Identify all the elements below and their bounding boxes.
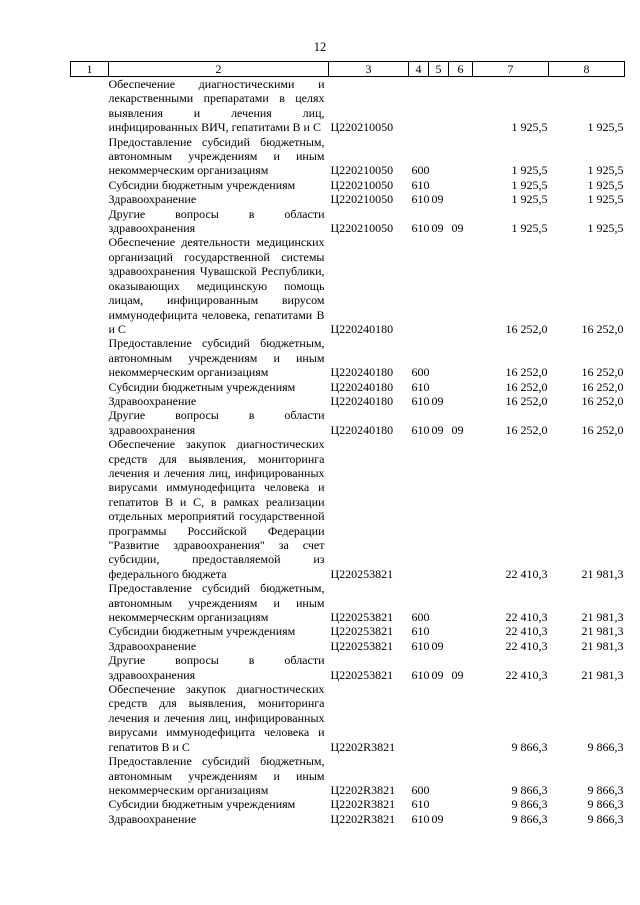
row-value-cell: 16 252,0 <box>581 365 624 380</box>
row-section-cell <box>429 178 449 192</box>
row-section-cell: 09 <box>431 221 444 236</box>
row-name-cell: Предоставление субсидий бюджетным, автономным учреждениям и иным некоммерческим организациям <box>108 134 325 178</box>
row-value-cell: 21 981,3 <box>581 638 624 653</box>
row-code-cell: Ц220210050 <box>330 163 394 178</box>
row-number-cell <box>71 797 109 811</box>
table-row <box>71 207 625 236</box>
row-value-cell: 16 252,0 <box>581 422 624 437</box>
row-section-cell <box>429 754 449 797</box>
row-number-cell <box>71 437 109 581</box>
row-section-cell <box>429 682 449 754</box>
row-subsection-cell <box>449 235 473 336</box>
table-row <box>71 77 625 135</box>
row-name-cell: Субсидии бюджетным учреждениям <box>108 379 296 394</box>
row-subsection-cell <box>449 192 473 206</box>
row-subsection-cell <box>449 135 473 178</box>
header-cell: 1 <box>71 62 109 77</box>
row-code-cell: Ц220240180 <box>330 422 394 437</box>
row-value-cell: 9 866,3 <box>587 782 624 797</box>
row-number-cell <box>71 178 109 192</box>
budget-table <box>70 61 625 826</box>
row-section-cell <box>429 437 449 581</box>
row-number-cell <box>71 653 109 682</box>
row-name-cell: Предоставление субсидий бюджетным, автономным учреждениям и иным некоммерческим организациям <box>108 581 325 625</box>
row-section-cell: 09 <box>431 192 444 207</box>
row-section-cell: 09 <box>431 811 444 826</box>
row-value-cell: 16 252,0 <box>505 321 548 336</box>
row-number-cell <box>71 408 109 437</box>
row-number-cell <box>71 624 109 638</box>
row-number-cell <box>71 192 109 206</box>
row-type-cell <box>409 437 429 581</box>
row-number-cell <box>71 754 109 797</box>
row-name-cell: Субсидии бюджетным учреждениям <box>108 177 296 192</box>
row-code-cell: Ц220240180 <box>330 365 394 380</box>
row-value-cell: 1 925,5 <box>587 221 624 236</box>
header-cell: 6 <box>449 62 473 77</box>
row-value-cell: 16 252,0 <box>505 365 548 380</box>
row-type-cell: 610 <box>411 797 430 812</box>
row-subsection-cell: 09 <box>451 667 464 682</box>
table-row <box>71 639 625 653</box>
table-row <box>71 812 625 826</box>
row-value-cell: 1 925,5 <box>511 221 548 236</box>
row-name-cell: Другие вопросы в области здравоохранения <box>108 408 325 437</box>
row-number-cell <box>71 581 109 624</box>
row-subsection-cell <box>449 77 473 135</box>
row-subsection-cell <box>449 581 473 624</box>
row-name-cell: Здравоохранение <box>108 811 197 826</box>
row-value-cell: 1 925,5 <box>511 163 548 178</box>
table-row <box>71 336 625 379</box>
row-number-cell <box>71 682 109 754</box>
row-section-cell <box>429 77 449 135</box>
row-type-cell: 610 <box>411 192 430 207</box>
row-type-cell: 610 <box>411 667 430 682</box>
row-code-cell: Ц220210050 <box>330 120 394 135</box>
row-subsection-cell <box>449 437 473 581</box>
table-row <box>71 437 625 581</box>
header-cell: 7 <box>473 62 549 77</box>
row-name-cell: Предоставление субсидий бюджетным, автономным учреждениям и иным некоммерческим организациям <box>108 754 325 797</box>
row-code-cell: Ц220253821 <box>330 638 394 653</box>
row-section-cell <box>429 380 449 394</box>
table-row <box>71 754 625 797</box>
table-row <box>71 624 625 638</box>
row-name-cell: Субсидии бюджетным учреждениям <box>108 624 296 639</box>
row-value-cell: 16 252,0 <box>505 422 548 437</box>
row-name-cell: Обеспечение закупок диагностических средств для выявления, мониторинга лечения и лечения лиц, инфицированных вирусами иммунодефицита человека и гепатитов В и С <box>108 682 325 754</box>
row-code-cell: Ц220240180 <box>330 393 394 408</box>
row-value-cell: 1 925,5 <box>511 177 548 192</box>
row-type-cell: 610 <box>411 422 430 437</box>
row-code-cell: Ц220210050 <box>330 192 394 207</box>
row-subsection-cell <box>449 682 473 754</box>
header-row <box>71 62 625 77</box>
row-type-cell: 610 <box>411 393 430 408</box>
table-row <box>71 192 625 206</box>
row-code-cell: Ц220210050 <box>330 177 394 192</box>
row-name-cell: Здравоохранение <box>108 393 197 408</box>
row-name-cell: Субсидии бюджетным учреждениям <box>108 797 296 812</box>
row-subsection-cell: 09 <box>451 221 464 236</box>
row-section-cell <box>429 624 449 638</box>
row-value-cell: 16 252,0 <box>581 321 624 336</box>
row-type-cell: 610 <box>411 638 430 653</box>
row-value-cell: 16 252,0 <box>581 379 624 394</box>
row-subsection-cell <box>449 178 473 192</box>
row-type-cell: 610 <box>411 177 430 192</box>
row-type-cell: 610 <box>411 624 430 639</box>
row-number-cell <box>71 207 109 236</box>
row-name-cell: Предоставление субсидий бюджетным, автономным учреждениям и иным некоммерческим организациям <box>108 336 325 380</box>
row-type-cell: 600 <box>411 782 430 797</box>
row-subsection-cell <box>449 394 473 408</box>
row-code-cell: Ц220210050 <box>330 221 394 236</box>
row-code-cell: Ц2202R3821 <box>330 797 396 812</box>
row-name-cell: Здравоохранение <box>108 192 197 207</box>
table-row <box>71 653 625 682</box>
row-value-cell: 16 252,0 <box>505 393 548 408</box>
row-value-cell: 16 252,0 <box>581 393 624 408</box>
row-code-cell: Ц220253821 <box>330 610 394 625</box>
row-name-cell: Другие вопросы в области здравоохранения <box>108 206 325 236</box>
row-value-cell: 1 925,5 <box>511 192 548 207</box>
header-cell: 2 <box>109 62 329 77</box>
page-number: 12 <box>313 40 327 54</box>
row-subsection-cell <box>449 754 473 797</box>
table-row <box>71 235 625 336</box>
row-subsection-cell <box>449 624 473 638</box>
row-value-cell: 9 866,3 <box>511 782 548 797</box>
row-value-cell: 9 866,3 <box>511 811 548 826</box>
row-number-cell <box>71 394 109 408</box>
row-value-cell: 1 925,5 <box>587 163 624 178</box>
header-cell: 4 <box>409 62 429 77</box>
row-type-cell <box>409 682 429 754</box>
row-value-cell: 1 925,5 <box>587 192 624 207</box>
row-code-cell: Ц2202R3821 <box>330 739 396 754</box>
row-section-cell <box>429 135 449 178</box>
row-value-cell: 9 866,3 <box>511 797 548 812</box>
row-code-cell: Ц220253821 <box>330 566 394 581</box>
row-value-cell: 9 866,3 <box>587 797 624 812</box>
table-row <box>71 408 625 437</box>
row-section-cell <box>429 581 449 624</box>
row-value-cell: 1 925,5 <box>587 120 624 135</box>
row-number-cell <box>71 336 109 379</box>
row-section-cell: 09 <box>431 422 444 437</box>
row-subsection-cell <box>449 639 473 653</box>
row-section-cell: 09 <box>431 638 444 653</box>
row-value-cell: 22 410,3 <box>505 610 548 625</box>
row-type-cell: 610 <box>411 221 430 236</box>
row-value-cell: 1 925,5 <box>587 177 624 192</box>
row-number-cell <box>71 77 109 135</box>
row-section-cell <box>429 797 449 811</box>
row-type-cell <box>409 235 429 336</box>
row-value-cell: 1 925,5 <box>511 120 548 135</box>
row-name-cell: Здравоохранение <box>108 638 197 653</box>
row-value-cell: 16 252,0 <box>505 379 548 394</box>
row-number-cell <box>71 380 109 394</box>
row-section-cell: 09 <box>431 393 444 408</box>
table-row <box>71 682 625 754</box>
row-section-cell <box>429 235 449 336</box>
row-type-cell <box>409 77 429 135</box>
row-number-cell <box>71 135 109 178</box>
table-row <box>71 380 625 394</box>
row-code-cell: Ц2202R3821 <box>330 811 396 826</box>
row-code-cell: Ц220240180 <box>330 321 394 336</box>
row-type-cell: 600 <box>411 365 430 380</box>
row-value-cell: 9 866,3 <box>511 739 548 754</box>
row-code-cell: Ц220253821 <box>330 667 394 682</box>
row-number-cell <box>71 812 109 826</box>
row-value-cell: 21 981,3 <box>581 566 624 581</box>
row-number-cell <box>71 639 109 653</box>
row-type-cell: 600 <box>411 163 430 178</box>
row-value-cell: 22 410,3 <box>505 624 548 639</box>
row-value-cell: 9 866,3 <box>587 811 624 826</box>
row-subsection-cell: 09 <box>451 422 464 437</box>
row-code-cell: Ц220253821 <box>330 624 394 639</box>
row-code-cell: Ц220240180 <box>330 379 394 394</box>
row-type-cell: 600 <box>411 610 430 625</box>
header-cell: 5 <box>429 62 449 77</box>
row-name-cell: Обеспечение диагностическими и лекарственными препаратами в целях выявления и лечения лиц, инфицированных ВИЧ, гепатитами В и С <box>108 77 325 135</box>
table-row <box>71 394 625 408</box>
row-value-cell: 21 981,3 <box>581 610 624 625</box>
row-name-cell: Обеспечение деятельности медицинских организаций государственной системы здравоохранения Чувашской Республики, оказывающих медицинскую помощь лицам, инфицированным вирусом иммунодефицита человека, гепатитами В и С <box>108 235 325 336</box>
row-subsection-cell <box>449 380 473 394</box>
table-row <box>71 797 625 811</box>
row-type-cell: 610 <box>411 379 430 394</box>
table-row <box>71 135 625 178</box>
row-value-cell: 22 410,3 <box>505 638 548 653</box>
row-code-cell: Ц2202R3821 <box>330 782 396 797</box>
table-row <box>71 581 625 624</box>
row-subsection-cell <box>449 797 473 811</box>
row-subsection-cell <box>449 336 473 379</box>
row-subsection-cell <box>449 812 473 826</box>
row-value-cell: 21 981,3 <box>581 624 624 639</box>
row-number-cell <box>71 235 109 336</box>
row-section-cell <box>429 336 449 379</box>
row-value-cell: 9 866,3 <box>587 739 624 754</box>
row-name-cell: Другие вопросы в области здравоохранения <box>108 653 325 682</box>
header-cell: 3 <box>329 62 409 77</box>
row-value-cell: 22 410,3 <box>505 566 548 581</box>
row-value-cell: 21 981,3 <box>581 667 624 682</box>
row-section-cell: 09 <box>431 667 444 682</box>
row-value-cell: 22 410,3 <box>505 667 548 682</box>
header-cell: 8 <box>549 62 625 77</box>
row-type-cell: 610 <box>411 811 430 826</box>
budget-table-container <box>70 61 624 826</box>
table-row <box>71 178 625 192</box>
row-name-cell: Обеспечение закупок диагностических средств для выявления, мониторинга лечения и лечения лиц, инфицированных вирусами иммунодефицита человека и гепатитов В и С, в рамках реализации отдельных мероприятий государственной программы Российской Федерации "Развитие здравоохранения" за счет субсидии, предоставляемой из федерального бюджета <box>108 437 325 581</box>
